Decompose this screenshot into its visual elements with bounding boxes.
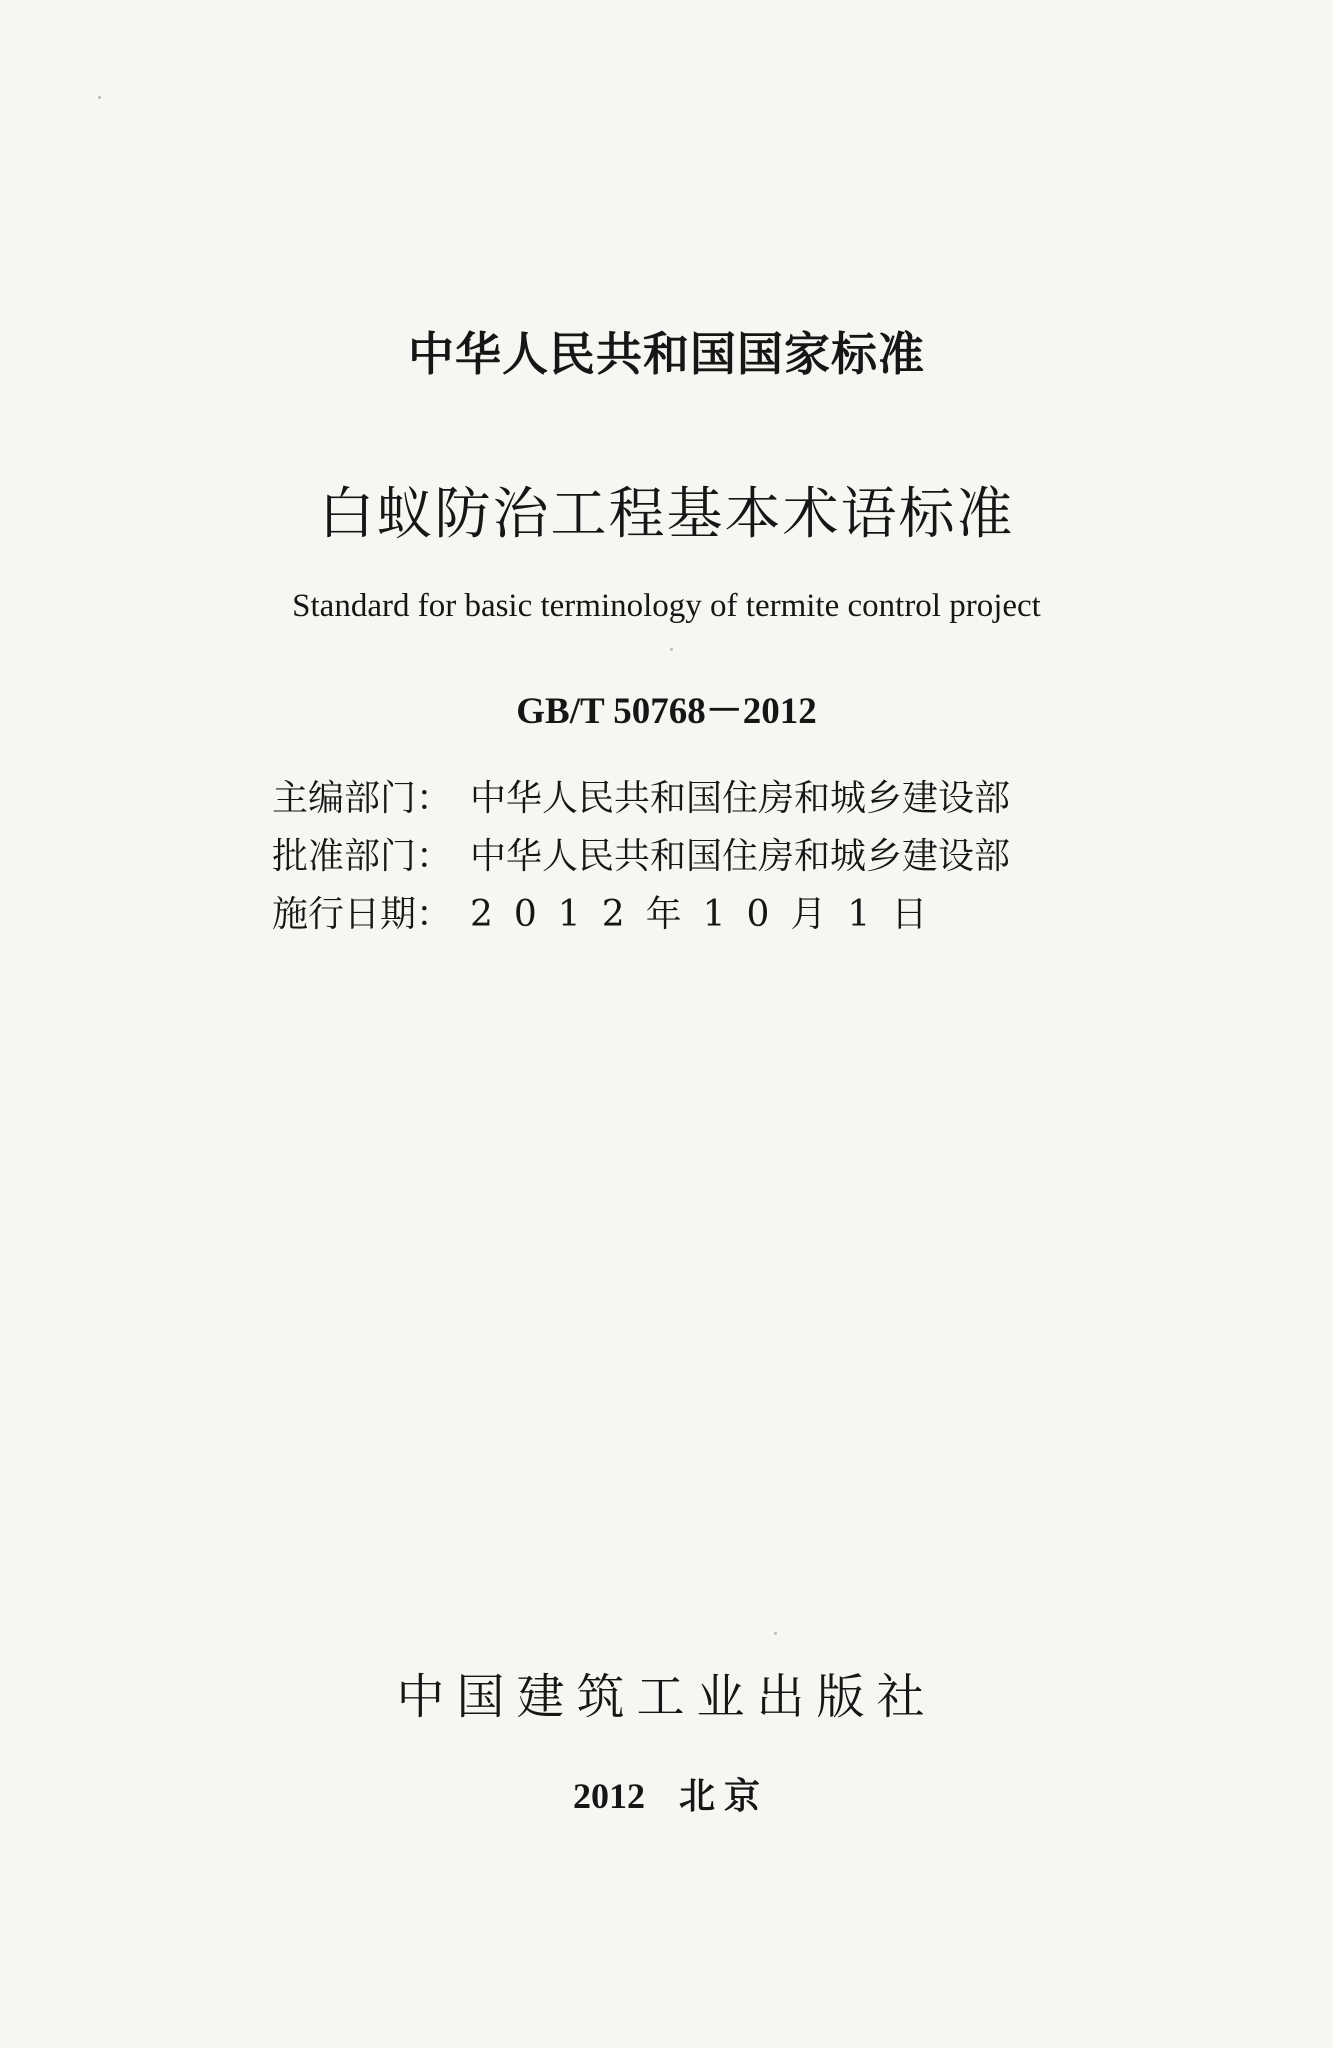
standard-series-heading: 中华人民共和国国家标准 [408, 327, 925, 381]
publication-line [0, 1768, 1333, 1819]
info-value: 2012年10月1日 [470, 894, 949, 935]
info-row-effective-date [272, 886, 1062, 944]
standard-code: GB/T 50768－2012 [516, 691, 817, 732]
info-value: 中华人民共和国住房和城乡建设部 [470, 778, 1011, 819]
scan-speck [774, 1632, 777, 1635]
info-row-chief-editor [272, 770, 1062, 828]
scan-speck [670, 648, 673, 651]
info-block [272, 770, 1062, 944]
info-label: 主编部门： [272, 778, 453, 819]
info-label: 批准部门： [272, 836, 453, 877]
info-value: 中华人民共和国住房和城乡建设部 [470, 836, 1011, 877]
scan-speck [98, 96, 101, 99]
publication-year: 2012 [572, 1776, 645, 1816]
info-label: 施行日期： [272, 894, 453, 935]
title-chinese: 白蚁防治工程基本术语标准 [318, 482, 1015, 547]
title-english: Standard for basic terminology of termite control project [292, 588, 1041, 624]
publication-city: 北 京 [678, 1776, 760, 1816]
info-row-approver [272, 828, 1062, 886]
publisher-name: 中国建筑工业出版社 [396, 1669, 937, 1725]
